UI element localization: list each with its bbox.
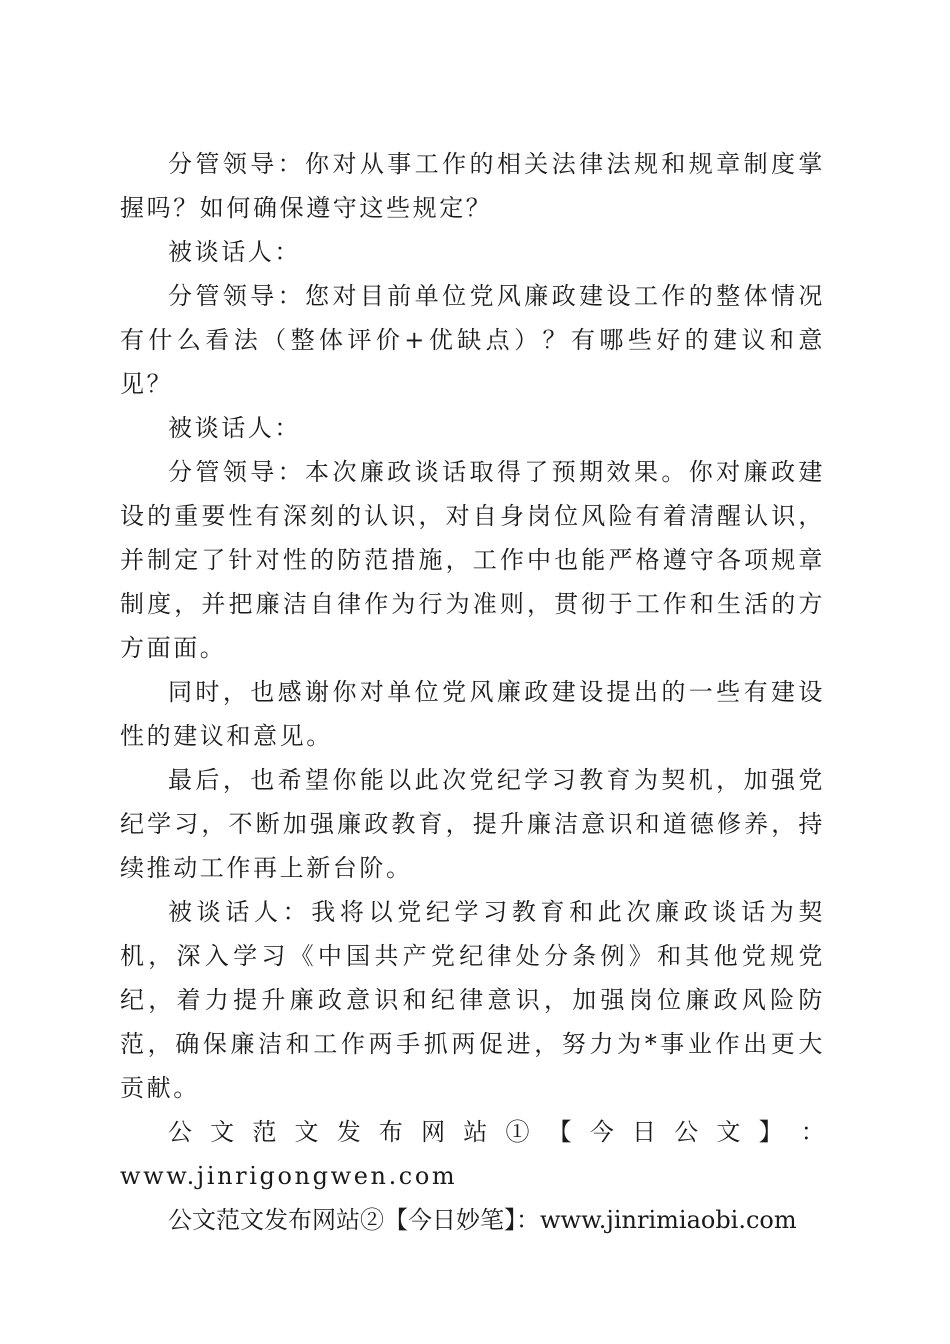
document-body <box>120 142 825 1242</box>
paragraph-leader-summary: 分管领导：本次廉政谈话取得了预期效果。你对廉政建设的重要性有深刻的认识，对自身岗位风险有着清醒认识，并制定了针对性的防范措施，工作中也能严格遵守各项规章制度，并把廉洁自律作为行为准则，贯彻于工作和生活的方方面面。 <box>120 458 825 662</box>
site-1-label: 公 文 范 文 发 布 网 站 ① 【 今 日 公 文 】 ： <box>168 1118 825 1146</box>
site-1-url[interactable]: www.jinrigongwen.com <box>120 1162 458 1190</box>
site-2-line[interactable]: 公文范文发布网站②【今日妙笔】：www.jinrimiaobi.com <box>168 1206 797 1234</box>
paragraph-closing-hope: 最后，也希望你能以此次党纪学习教育为契机，加强党纪学习，不断加强廉政教育，提升廉洁意识和道德修养，持续推动工作再上新台阶。 <box>120 766 825 882</box>
paragraph-interviewee-reply-2: 被谈话人： <box>168 414 301 442</box>
paragraph-interviewee-reply-1: 被谈话人： <box>168 238 301 266</box>
paragraph-thanks: 同时，也感谢你对单位党风廉政建设提出的一些有建设性的建议和意见。 <box>120 678 825 750</box>
paragraph-leader-question-opinion: 分管领导：您对目前单位党风廉政建设工作的整体情况有什么看法（整体评价+优缺点）？有哪些好的建议和意见？ <box>120 282 825 398</box>
paragraph-interviewee-statement: 被谈话人：我将以党纪学习教育和此次廉政谈话为契机，深入学习《中国共产党纪律处分条例》和其他党规党纪，着力提升廉政意识和纪律意识，加强岗位廉政风险防范，确保廉洁和工作两手抓两促进，努力为*事业作出更大贡献。 <box>120 898 825 1102</box>
paragraph-leader-question-laws: 分管领导：你对从事工作的相关法律法规和规章制度掌握吗？如何确保遵守这些规定？ <box>120 150 825 222</box>
